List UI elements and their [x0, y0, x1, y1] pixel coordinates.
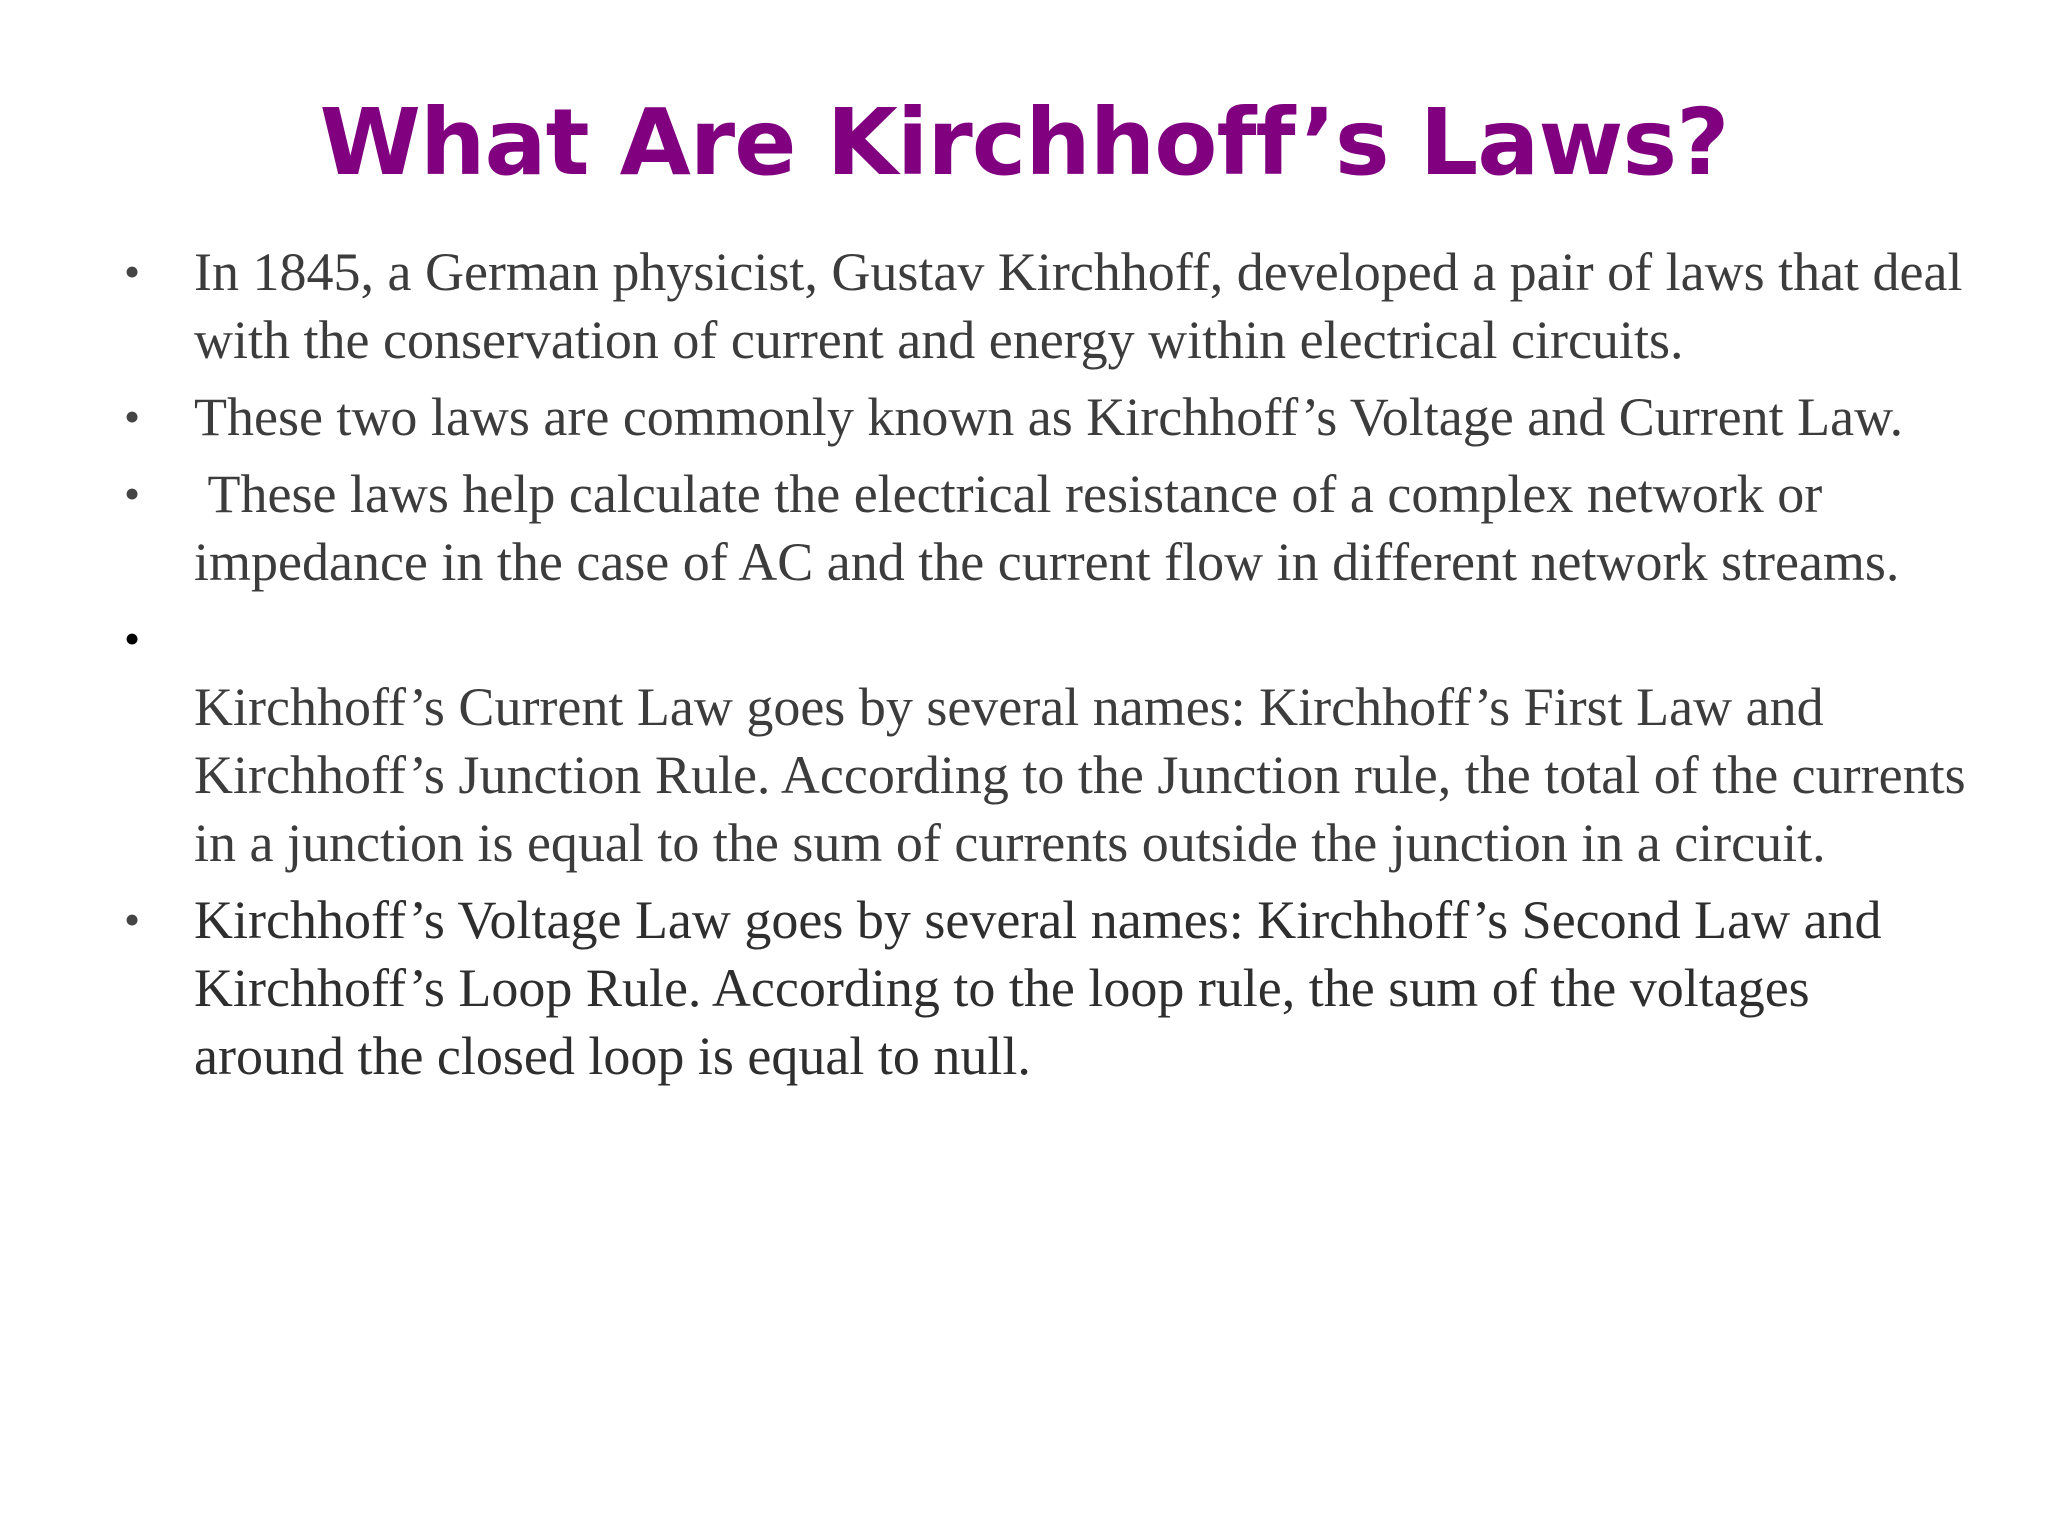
slide-title: What Are Kirchhoff’s Laws?: [319, 89, 1729, 196]
bullet-text: These laws help calculate the electrical resistance of a complex network or impedance in the case of AC and the current flow in different network streams.: [194, 464, 1900, 592]
bullet-dot-icon: •: [124, 468, 141, 519]
bullet-item-purpose: [112, 460, 1972, 596]
bullet-item-current-law: [112, 605, 1972, 877]
bullet-dot-icon: •: [124, 391, 141, 442]
bullet-list: [112, 238, 1972, 1099]
bullet-dot-icon: •: [124, 894, 141, 945]
bullet-dot-icon: •: [124, 246, 141, 297]
bullet-text: In 1845, a German physicist, Gustav Kirchhoff, developed a pair of laws that deal with the conservation of current and energy within electrical circuits.: [194, 242, 1963, 370]
bullet-text: Kirchhoff’s Current Law goes by several names: Kirchhoff’s First Law and Kirchhoff’s Junction Rule. According to the Junction rule, the total of the currents in a junction is equal to the sum of currents outside the junction in a circuit.: [194, 677, 1966, 873]
bullet-item-names: [112, 383, 1972, 451]
bullet-item-voltage-law: [112, 886, 1972, 1090]
bullet-text: These two laws are commonly known as Kirchhoff’s Voltage and Current Law.: [194, 387, 1904, 447]
bullet-dot-icon: •: [124, 613, 141, 664]
blank-line: [194, 605, 1972, 673]
bullet-text: Kirchhoff’s Voltage Law goes by several names: Kirchhoff’s Second Law and Kirchhoff’s Loop Rule. According to the loop rule, the sum of the voltages around the closed loop is equal to null.: [194, 890, 1882, 1086]
bullet-item-history: [112, 238, 1972, 374]
